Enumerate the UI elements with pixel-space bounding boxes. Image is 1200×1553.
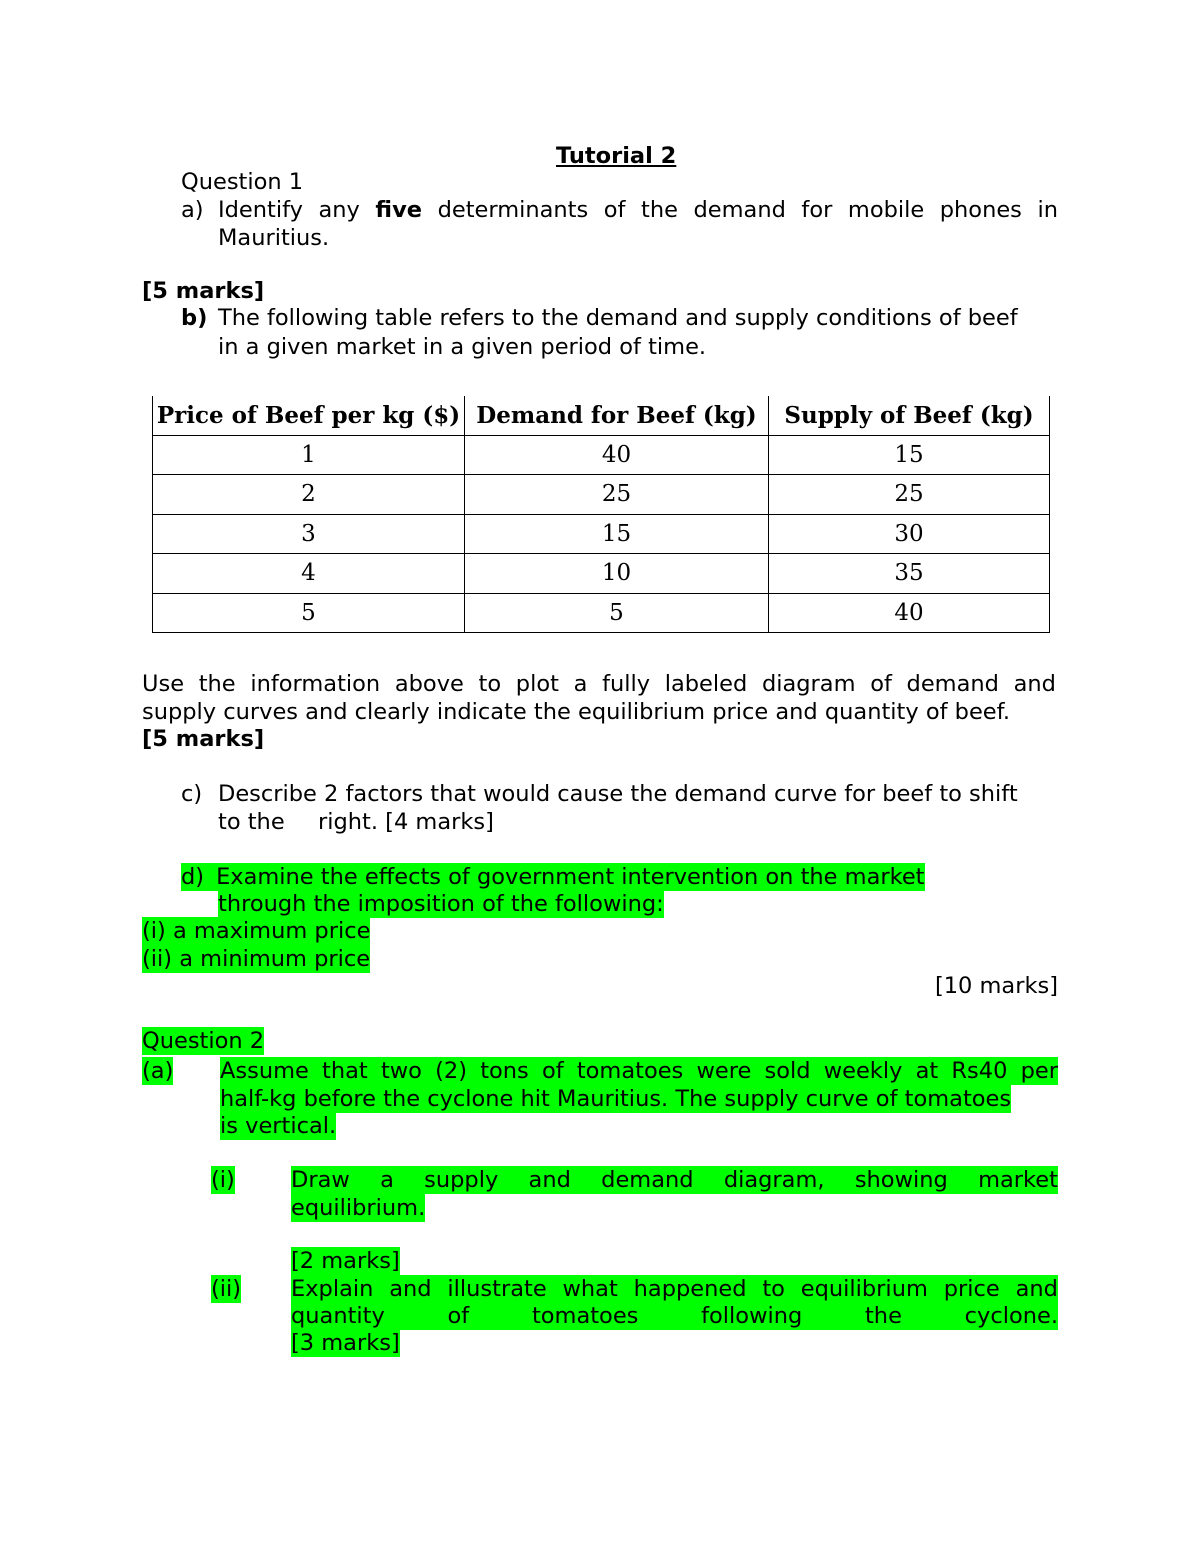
word: were <box>696 1058 752 1084</box>
use-line2: supply curves and clearly indicate the equilibrium price and quantity of beef. <box>142 699 1011 725</box>
word: Explain <box>291 1276 374 1302</box>
q1d-item-i: (i) a maximum price <box>142 918 371 944</box>
word: determinants <box>437 197 589 223</box>
word: for <box>801 197 833 223</box>
word: weekly <box>823 1058 903 1084</box>
word: at <box>915 1058 939 1084</box>
word: Use <box>142 671 185 697</box>
word: a <box>380 1167 394 1193</box>
word: what <box>562 1276 618 1302</box>
word: and <box>389 1276 432 1302</box>
word: to <box>478 671 502 697</box>
word: price <box>943 1276 1000 1302</box>
q2i-marks: [2 marks] <box>291 1248 400 1274</box>
table-header-row <box>153 396 1050 435</box>
word: of <box>603 197 626 223</box>
word: the <box>641 197 678 223</box>
q2i-line1 <box>291 1166 1058 1194</box>
column-header: Supply of Beef (kg) <box>769 396 1050 435</box>
q2ii-line2 <box>291 1302 1058 1330</box>
table-cell: 15 <box>465 514 769 554</box>
word: Assume <box>220 1058 309 1084</box>
beef-table <box>152 396 1050 633</box>
q2a-label: (a) <box>142 1058 174 1084</box>
table-row <box>153 554 1050 594</box>
question-2-heading: Question 2 <box>142 1028 265 1054</box>
q1a-marks: [5 marks] <box>142 278 265 304</box>
table-cell: 40 <box>769 593 1050 633</box>
table-row <box>153 514 1050 554</box>
word: the <box>198 671 236 697</box>
word: Identify <box>218 197 303 223</box>
table-cell: 25 <box>769 475 1050 515</box>
q1b-line2: in a given market in a given period of time. <box>218 334 707 360</box>
word: Draw <box>291 1167 350 1193</box>
word: (2) <box>435 1058 467 1084</box>
word: diagram, <box>723 1167 825 1193</box>
word: of <box>447 1303 470 1329</box>
q2a-line1 <box>220 1057 1058 1085</box>
table-row <box>153 435 1050 475</box>
word: and <box>1015 1276 1058 1302</box>
word: of <box>870 671 892 697</box>
table-cell: 3 <box>153 514 465 554</box>
word: happened <box>633 1276 747 1302</box>
q1b-label: b) <box>181 305 208 331</box>
page-title: Tutorial 2 <box>556 143 677 169</box>
q1a-line1 <box>218 196 1058 224</box>
q1c-label: c) <box>181 781 203 807</box>
q1c-line1: Describe 2 factors that would cause the demand curve for beef to shift <box>218 781 1018 807</box>
word: supply <box>424 1167 499 1193</box>
table-cell: 10 <box>465 554 769 594</box>
q1c-line2a: to the <box>218 809 285 835</box>
table-row <box>153 593 1050 633</box>
q1a-label: a) <box>181 197 204 223</box>
q1a-line2: Mauritius. <box>218 225 330 251</box>
table-cell: 5 <box>153 593 465 633</box>
word: and <box>1013 671 1056 697</box>
q2i-label: (i) <box>211 1167 235 1193</box>
word: illustrate <box>447 1276 547 1302</box>
q1d-item-ii: (ii) a minimum price <box>142 946 371 972</box>
q1d-label: d) <box>181 864 205 890</box>
word: two <box>380 1058 422 1084</box>
word: tons <box>480 1058 529 1084</box>
word: labeled <box>664 671 748 697</box>
word: fully <box>602 671 651 697</box>
q2ii-label: (ii) <box>211 1276 242 1302</box>
word: demand <box>906 671 999 697</box>
word: showing <box>854 1167 948 1193</box>
word: cyclone. <box>964 1303 1058 1329</box>
word: following <box>701 1303 803 1329</box>
column-header: Demand for Beef (kg) <box>465 396 769 435</box>
word: of <box>541 1058 564 1084</box>
table-cell: 15 <box>769 435 1050 475</box>
word: above <box>394 671 464 697</box>
word: equilibrium <box>800 1276 928 1302</box>
word: a <box>573 671 588 697</box>
use-marks: [5 marks] <box>142 726 265 752</box>
table-cell: 30 <box>769 514 1050 554</box>
word: and <box>528 1167 571 1193</box>
word: per <box>1020 1058 1058 1084</box>
q2a-line2: half-kg before the cyclone hit Mauritius. The supply curve of tomatoes <box>220 1086 1012 1112</box>
table-cell: 4 <box>153 554 465 594</box>
word: diagram <box>761 671 856 697</box>
q1d-line2: through the imposition of the following: <box>218 891 664 917</box>
q2i-line2: equilibrium. <box>291 1195 426 1221</box>
q2a-line3: is vertical. <box>220 1113 337 1139</box>
question-1-heading: Question 1 <box>181 169 304 195</box>
word: demand <box>601 1167 694 1193</box>
word: tomatoes <box>531 1303 639 1329</box>
word: in <box>1037 197 1058 223</box>
table-cell: 5 <box>465 593 769 633</box>
table-cell: 35 <box>769 554 1050 594</box>
q1d-text: Examine the effects of government intervention on the market <box>216 864 925 890</box>
q2ii-marks: [3 marks] <box>291 1330 400 1356</box>
word: mobile <box>847 197 925 223</box>
table-cell: 2 <box>153 475 465 515</box>
word: information <box>250 671 381 697</box>
table-cell: 25 <box>465 475 769 515</box>
word: that <box>322 1058 368 1084</box>
word: market <box>978 1167 1058 1193</box>
word: phones <box>939 197 1022 223</box>
q1b-line1: The following table refers to the demand and supply conditions of beef <box>218 305 1018 331</box>
q1c-line2b: right. [4 marks] <box>318 809 494 835</box>
q1d-marks: [10 marks] <box>934 973 1058 999</box>
column-header: Price of Beef per kg ($) <box>153 396 465 435</box>
word: plot <box>515 671 559 697</box>
word: demand <box>693 197 786 223</box>
q2ii-line1 <box>291 1275 1058 1303</box>
word: quantity <box>291 1303 385 1329</box>
word: Rs40 <box>951 1058 1008 1084</box>
word-emphasis: five <box>375 197 423 223</box>
table-row <box>153 475 1050 515</box>
table-cell: 40 <box>465 435 769 475</box>
word: sold <box>764 1058 811 1084</box>
table-cell: 1 <box>153 435 465 475</box>
word: to <box>762 1276 785 1302</box>
word: the <box>864 1303 902 1329</box>
word: any <box>318 197 360 223</box>
q1d-line1 <box>181 863 925 891</box>
use-line1 <box>142 670 1056 698</box>
word: tomatoes <box>576 1058 684 1084</box>
